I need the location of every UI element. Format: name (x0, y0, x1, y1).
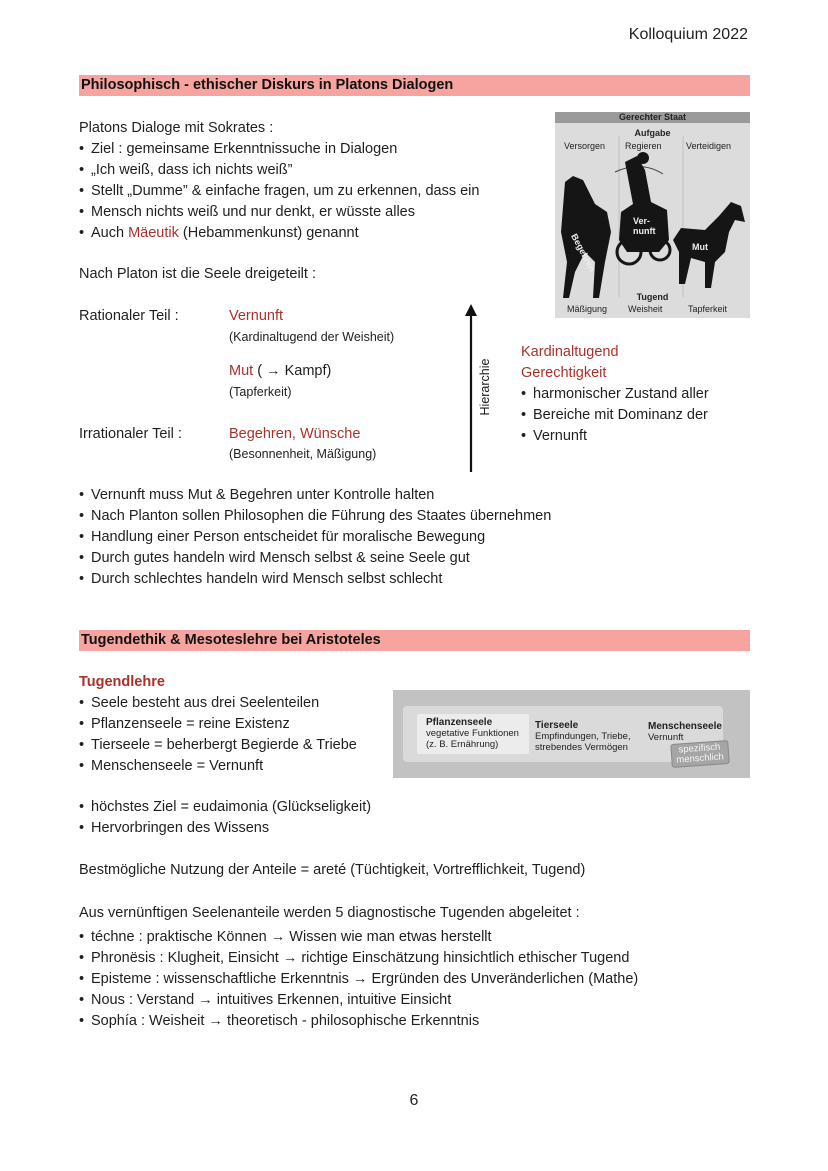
list-item-continuation (79, 202, 479, 223)
tugendlehre-subheading: Tugendlehre (79, 674, 165, 690)
list-item-text: Auch (91, 225, 125, 241)
figure-begehren: Begehren (569, 232, 598, 274)
plato-bullet-list (79, 139, 479, 244)
list-item: • Tierseele = beherbergt Begierde & Triebe (79, 735, 357, 756)
figure-mut: Mut (692, 242, 708, 252)
maeeutik-term: Mäeutik (128, 225, 179, 241)
begehren-sub: (Besonnenheit, Mäßigung) (229, 447, 377, 461)
pflanzenseele-box (426, 717, 519, 750)
continuation-text: • Mensch nichts weiß und nur denkt, er wüsste alles (91, 204, 415, 220)
stamp-line: spezifisch (678, 741, 721, 756)
figure-massigung: Mäßigung (567, 304, 608, 314)
rational-label: Rationaler Teil : (79, 308, 179, 324)
mut-term: Mut (229, 363, 254, 379)
tierseele-line: Empfindungen, Triebe, (535, 731, 631, 742)
hierarchy-label: Hierarchie (478, 358, 492, 416)
menschenseele-title: Menschenseele (648, 721, 722, 732)
pflanzenseele-line: (z. B. Ernährung) (426, 739, 499, 750)
soul-parts-list (79, 693, 357, 777)
list-item: • Pflanzenseele = reine Existenz (79, 714, 357, 735)
figure-vernunft-b: nunft (633, 226, 656, 236)
specifically-human-stamp (670, 740, 729, 768)
pflanzenseele-title: Pflanzenseele (426, 717, 493, 728)
list-item: • Durch schlechtes handeln wird Mensch selbst schlecht (79, 569, 551, 590)
figure-verteidigen: Verteidigen (686, 141, 732, 151)
section-heading-aristotle: Tugendethik & Mesoteslehre bei Aristoteles (79, 630, 750, 651)
soul-intro: Nach Platon ist die Seele dreigeteilt : (79, 266, 316, 282)
virtues-list (79, 927, 638, 1032)
list-item: • Sophía : Weisheit → theoretisch - philosophische Erkenntnis (79, 1011, 638, 1032)
figure-vernunft-a: Ver- (633, 216, 651, 226)
tierseele-line: strebendes Vermögen (535, 742, 628, 753)
list-item: • Menschenseele = Vernunft (79, 756, 357, 777)
list-item: • Handlung einer Person entscheidet für moralische Bewegung (79, 527, 551, 548)
arete-text: Bestmögliche Nutzung der Anteile = areté (Tüchtigkeit, Vortrefflichkeit, Tugend) (79, 862, 586, 878)
mut-sub: (Tapferkeit) (229, 385, 292, 399)
figure-regieren: Regieren (625, 141, 662, 151)
list-item-continuation (521, 405, 709, 426)
list-item: • Stellt „Dumme” & einfache fragen, um zu erkennen, dass ein (79, 181, 479, 202)
virtues-intro: Aus vernünftigen Seelenanteile werden 5 diagnostische Tugenden abgeleitet : (79, 905, 580, 921)
figure-weisheit: Weisheit (628, 304, 663, 314)
pflanzenseele-line: vegetative Funktionen (426, 728, 519, 739)
begehren-term: Begehren, Wünsche (229, 426, 361, 442)
stamp-line: menschlich (675, 751, 725, 766)
irrational-label: Irrationaler Teil : (79, 426, 182, 442)
tierseele-title: Tierseele (535, 720, 579, 731)
goal-list (79, 797, 371, 839)
list-item: • harmonischer Zustand aller (521, 384, 709, 405)
harmony-list (521, 384, 709, 447)
list-item: • Hervorbringen des Wissens (79, 818, 371, 839)
list-item: • Nach Planton sollen Philosophen die Führung des Staates übernehmen (79, 506, 551, 527)
list-item: • Nous : Verstand → intuitives Erkennen, intuitive Einsicht (79, 990, 638, 1011)
chariot-allegory-image (555, 112, 750, 318)
list-item: • höchstes Ziel = eudaimonia (Glückseligkeit) (79, 797, 371, 818)
figure-versorgen: Versorgen (564, 141, 606, 151)
tierseele-box (535, 720, 631, 753)
mut-line (229, 361, 331, 382)
menschenseele-line: Vernunft (648, 732, 684, 743)
list-item: • „Ich weiß, dass ich nichts weiß” (79, 160, 479, 181)
continuation-text: Vernunft (533, 428, 588, 444)
list-item: • Phronësis : Klugheit, Einsicht → richtige Einschätzung hinsichtlich ethischer Tugend (79, 948, 638, 969)
figure-title: Gerechter Staat (618, 112, 687, 122)
intro-text: Platons Dialoge mit Sokrates : (79, 120, 274, 136)
figure-aufgabe: Aufgabe (634, 128, 671, 138)
list-item: • téchne : praktische Können → Wissen wie man etwas herstellt (79, 927, 638, 948)
figure-tapferkeit: Tapferkeit (688, 304, 728, 314)
menschenseele-box (648, 721, 722, 743)
list-item: • Episteme : wissenschaftliche Erkenntnis → Ergründen des Unveränderlichen (Mathe) (79, 969, 638, 990)
soul-parts-image (393, 690, 750, 778)
hierarchy-label-wrap (474, 358, 494, 416)
list-item: • Durch gutes handeln wird Mensch selbst & seine Seele gut (79, 548, 551, 569)
section-heading-plato: Philosophisch - ethischer Diskurs in Platons Dialogen (79, 75, 750, 96)
gerechtigkeit-term: Gerechtigkeit (521, 365, 607, 381)
figure-tugend: Tugend (636, 292, 669, 302)
document-header: Kolloquium 2022 (628, 26, 748, 43)
mut-extra: ( → Kampf) (257, 363, 332, 379)
vernunft-term: Vernunft (229, 308, 284, 324)
list-item-text: (Hebammenkunst) genannt (182, 225, 359, 241)
list-item: • Ziel : gemeinsame Erkenntnissuche in Dialogen (79, 139, 479, 160)
continuation-text: Bereiche mit Dominanz der (533, 407, 708, 423)
chariot-silhouette-icon (555, 112, 750, 318)
list-item: • Seele besteht aus drei Seelenteilen (79, 693, 357, 714)
list-item (79, 223, 479, 244)
list-item-continuation (521, 426, 709, 447)
plato-summary-list (79, 485, 551, 590)
list-item: • Vernunft muss Mut & Begehren unter Kontrolle halten (79, 485, 551, 506)
kardinaltugend-term: Kardinaltugend (521, 344, 619, 360)
vernunft-sub: (Kardinaltugend der Weisheit) (229, 330, 395, 344)
page-number: 6 (409, 1092, 419, 1109)
